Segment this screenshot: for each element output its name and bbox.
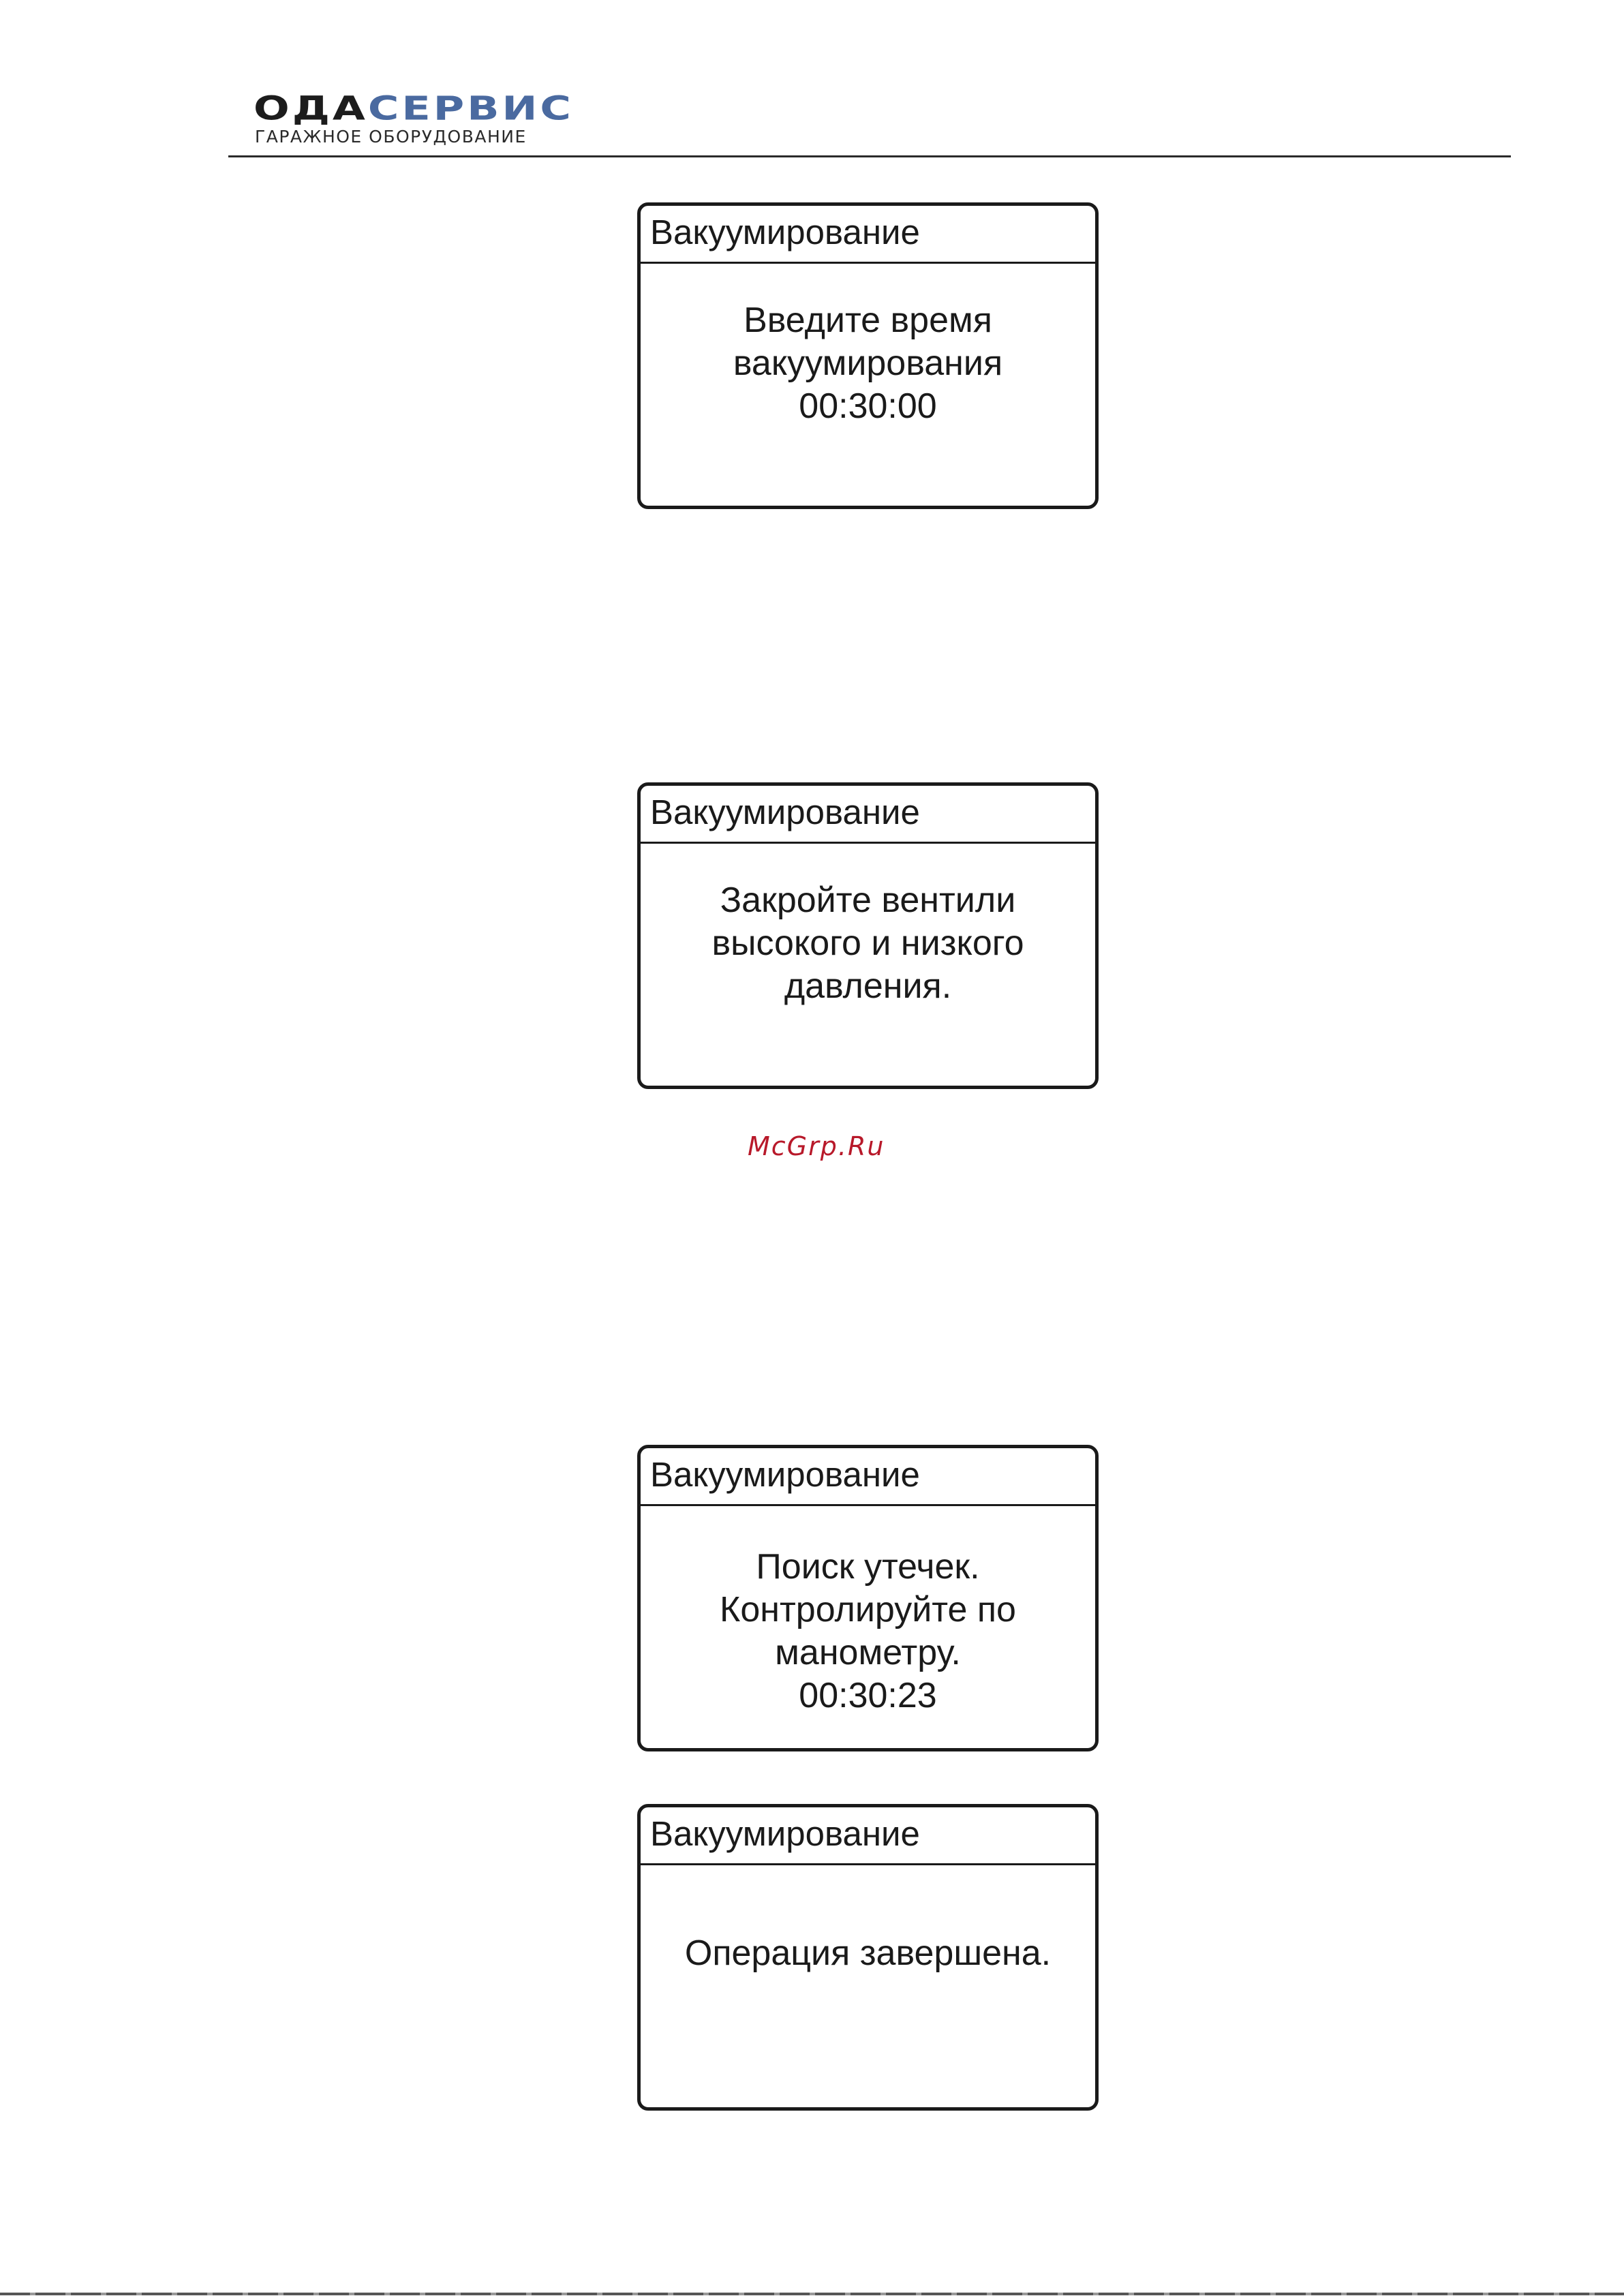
screen-message [641, 844, 1095, 1008]
message-line: Поиск утечек. [756, 1547, 980, 1587]
company-logo [254, 90, 581, 151]
screen-title: Вакуумирование [641, 786, 1095, 844]
footer-divider [0, 2293, 1624, 2295]
message-line: Контролируйте по [720, 1590, 1016, 1629]
display-screen-operation-complete [637, 1804, 1099, 2111]
screen-title: Вакуумирование [641, 1448, 1095, 1506]
screen-message [641, 264, 1095, 428]
logo-part-oda: ОДА [254, 89, 368, 128]
screen-title: Вакуумирование [641, 206, 1095, 264]
logo-wordmark [254, 90, 574, 127]
logo-part-servis: СЕРВИС [367, 89, 574, 128]
timer-value: 00:30:00 [799, 386, 937, 426]
watermark-text: McGrp.Ru [748, 1131, 885, 1161]
message-line: Введите время [744, 301, 992, 340]
logo-subtitle: ГАРАЖНОЕ ОБОРУДОВАНИЕ [255, 127, 527, 147]
timer-value: 00:30:23 [799, 1676, 937, 1715]
screen-message [641, 1865, 1095, 1975]
screen-title: Вакуумирование [641, 1807, 1095, 1865]
display-screen-close-valves [637, 782, 1099, 1089]
message-line: вакуумирования [733, 343, 1003, 383]
display-screen-leak-search [637, 1445, 1099, 1751]
display-screen-enter-time [637, 202, 1099, 509]
message-line: давления. [784, 966, 952, 1006]
message-line: манометру. [775, 1633, 961, 1672]
message-line: Операция завершена. [684, 1933, 1052, 1973]
message-line: Закройте вентили [720, 881, 1016, 920]
header-divider [228, 155, 1511, 157]
screen-message [641, 1506, 1095, 1717]
message-line: высокого и низкого [711, 923, 1024, 963]
